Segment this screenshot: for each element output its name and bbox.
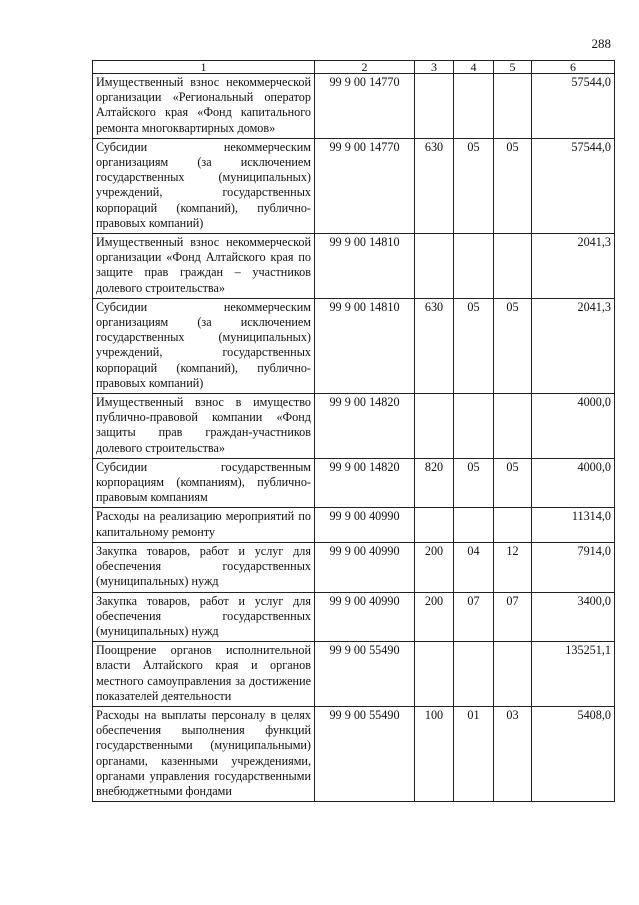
header-col-2: 2	[315, 61, 415, 74]
table-row	[93, 458, 615, 508]
row-name: Расходы на выплаты персоналу в целях обеспечения выполнения функций государственными (муниципальными) органами, казенными учреждениями, органами управления государственными внебюджетными фондами	[93, 706, 315, 801]
table-row	[93, 592, 615, 642]
row-amount: 2041,3	[532, 298, 615, 393]
page-number: 288	[591, 36, 611, 51]
row-section	[454, 508, 494, 542]
row-name: Поощрение органов исполнительной власти Алтайского края и органов местного самоуправления за достижение показателей деятельности	[93, 642, 315, 707]
header-col-4: 4	[454, 61, 494, 74]
row-subsection	[494, 642, 532, 707]
header-col-6: 6	[532, 61, 615, 74]
row-name: Закупка товаров, работ и услуг для обеспечения государственных (муниципальных) нужд	[93, 542, 315, 592]
row-section: 01	[454, 706, 494, 801]
row-amount: 135251,1	[532, 642, 615, 707]
row-expense-type	[415, 394, 454, 459]
row-code: 99 9 00 14810	[315, 298, 415, 393]
table-row	[93, 138, 615, 233]
table-row	[93, 234, 615, 299]
row-name: Имущественный взнос в имущество публично-правовой компании «Фонд защиты прав граждан-участников долевого строительства»	[93, 394, 315, 459]
row-expense-type: 200	[415, 592, 454, 642]
row-name: Субсидии некоммерческим организациям (за исключением государственных (муниципальных) учреждений, государственных корпораций (компаний), публично-правовых компаний)	[93, 298, 315, 393]
row-subsection	[494, 508, 532, 542]
row-subsection: 05	[494, 138, 532, 233]
row-code: 99 9 00 14810	[315, 234, 415, 299]
row-subsection: 12	[494, 542, 532, 592]
table-row	[93, 642, 615, 707]
header-col-5: 5	[494, 61, 532, 74]
row-subsection: 03	[494, 706, 532, 801]
budget-table	[92, 60, 615, 802]
row-code: 99 9 00 14770	[315, 74, 415, 139]
row-subsection: 07	[494, 592, 532, 642]
table-body	[93, 74, 615, 802]
row-section	[454, 394, 494, 459]
row-expense-type	[415, 74, 454, 139]
row-code: 99 9 00 14820	[315, 458, 415, 508]
row-code: 99 9 00 55490	[315, 706, 415, 801]
row-amount: 4000,0	[532, 458, 615, 508]
row-section: 05	[454, 458, 494, 508]
row-amount: 3400,0	[532, 592, 615, 642]
table-row	[93, 508, 615, 542]
row-subsection	[494, 234, 532, 299]
row-subsection	[494, 74, 532, 139]
row-section: 04	[454, 542, 494, 592]
header-col-3: 3	[415, 61, 454, 74]
row-subsection: 05	[494, 298, 532, 393]
row-name: Субсидии некоммерческим организациям (за исключением государственных (муниципальных) учреждений, государственных корпораций (компаний), публично-правовых компаний)	[93, 138, 315, 233]
row-name: Имущественный взнос некоммерческой организации «Фонд Алтайского края по защите прав граждан – участников долевого строительства»	[93, 234, 315, 299]
table-row	[93, 74, 615, 139]
header-row	[93, 61, 615, 74]
row-section	[454, 74, 494, 139]
row-amount: 5408,0	[532, 706, 615, 801]
row-name: Имущественный взнос некоммерческой организации «Региональный оператор Алтайского края «Фонд капитального ремонта многоквартирных домов»	[93, 74, 315, 139]
header-col-1: 1	[93, 61, 315, 74]
table-row	[93, 298, 615, 393]
row-amount: 4000,0	[532, 394, 615, 459]
row-code: 99 9 00 55490	[315, 642, 415, 707]
table-row	[93, 394, 615, 459]
row-section	[454, 642, 494, 707]
row-expense-type: 630	[415, 298, 454, 393]
row-section	[454, 234, 494, 299]
row-code: 99 9 00 40990	[315, 542, 415, 592]
row-expense-type: 630	[415, 138, 454, 233]
row-name: Субсидии государственным корпорациям (компаниям), публично-правовым компаниям	[93, 458, 315, 508]
row-section: 05	[454, 298, 494, 393]
row-code: 99 9 00 14770	[315, 138, 415, 233]
row-code: 99 9 00 40990	[315, 592, 415, 642]
row-expense-type: 200	[415, 542, 454, 592]
row-amount: 57544,0	[532, 74, 615, 139]
table-row	[93, 706, 615, 801]
row-expense-type	[415, 234, 454, 299]
row-amount: 57544,0	[532, 138, 615, 233]
row-name: Расходы на реализацию мероприятий по капитальному ремонту	[93, 508, 315, 542]
row-section: 07	[454, 592, 494, 642]
row-amount: 7914,0	[532, 542, 615, 592]
row-expense-type	[415, 508, 454, 542]
row-expense-type: 100	[415, 706, 454, 801]
row-code: 99 9 00 14820	[315, 394, 415, 459]
row-section: 05	[454, 138, 494, 233]
row-name: Закупка товаров, работ и услуг для обеспечения государственных (муниципальных) нужд	[93, 592, 315, 642]
row-expense-type	[415, 642, 454, 707]
row-subsection: 05	[494, 458, 532, 508]
row-subsection	[494, 394, 532, 459]
row-code: 99 9 00 40990	[315, 508, 415, 542]
row-amount: 11314,0	[532, 508, 615, 542]
row-expense-type: 820	[415, 458, 454, 508]
table-row	[93, 542, 615, 592]
row-amount: 2041,3	[532, 234, 615, 299]
